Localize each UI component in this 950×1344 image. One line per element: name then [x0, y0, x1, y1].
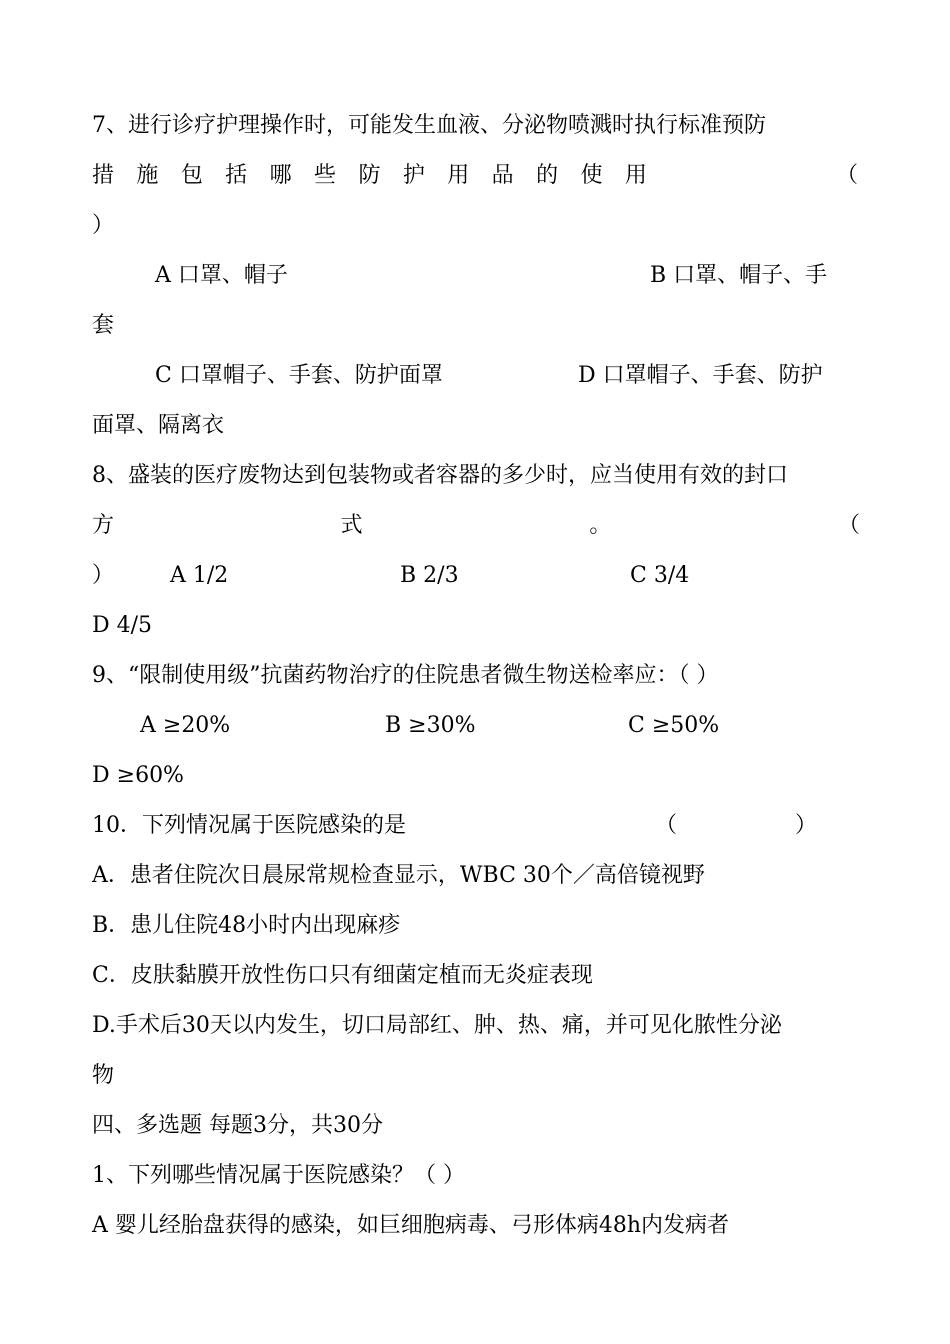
- q8-option-d: D 4/5: [92, 613, 153, 638]
- q10-option-c: C．皮肤黏膜开放性伤口只有细菌定植而无炎症表现: [92, 963, 593, 988]
- q9-option-d: D ≥60%: [92, 763, 184, 788]
- q7-char: 括: [225, 163, 248, 188]
- q7-option-a: A 口罩、帽子: [155, 263, 288, 288]
- q8-stem-line1: 8、盛装的医疗废物达到包装物或者容器的多少时，应当使用有效的封口: [92, 463, 788, 488]
- q7-option-b: B 口罩、帽子、手: [650, 263, 828, 288]
- q7-char: 护: [402, 163, 425, 188]
- section-heading: 四、多选题 每题3分，共30分: [92, 1113, 383, 1138]
- q8-char: 。: [589, 513, 612, 538]
- q10-paren-open: （: [655, 813, 678, 838]
- q7-option-b-cont: 套: [92, 313, 115, 338]
- q10-option-d-cont: 物: [92, 1063, 115, 1088]
- q10-option-a: A．患者住院次日晨尿常规检查显示，WBC 30个／高倍镜视野: [92, 863, 705, 888]
- q8-stem-line2: [92, 515, 860, 537]
- q7-char: 的: [536, 163, 559, 188]
- q9-stem: 9、“限制使用级”抗菌药物治疗的住院患者微生物送检率应：（ ）: [92, 663, 719, 688]
- q10-option-b: B．患儿住院48小时内出现麻疹: [92, 913, 401, 938]
- q7-option-d: D 口罩帽子、手套、防护: [578, 363, 823, 388]
- q7-stem-line1: 7、进行诊疗护理操作时，可能发生血液、分泌物喷溅时执行标准预防: [92, 113, 766, 138]
- q7-char: 哪: [269, 163, 292, 188]
- q7-char: 用: [447, 163, 470, 188]
- q8-char: （: [837, 513, 860, 538]
- q7-char: 用: [624, 163, 647, 188]
- q9-option-a: A ≥20%: [140, 713, 231, 738]
- q7-option-d-cont: 面罩、隔离衣: [92, 413, 225, 438]
- q10-stem: 10．下列情况属于医院感染的是: [92, 813, 406, 838]
- q7-option-c: C 口罩帽子、手套、防护面罩: [155, 363, 443, 388]
- mq1-stem: 1、下列哪些情况属于医院感染？（ ）: [92, 1163, 465, 1188]
- q9-option-c: C ≥50%: [628, 713, 720, 738]
- q7-char: 包: [180, 163, 203, 188]
- q10-option-d: D.手术后30天以内发生，切口局部红、肿、热、痛，并可见化脓性分泌: [92, 1013, 782, 1038]
- q9-option-b: B ≥30%: [385, 713, 476, 738]
- q7-paren-close: ）: [92, 213, 115, 238]
- q7-char: 使: [580, 163, 603, 188]
- q10-paren-close: ）: [795, 813, 818, 838]
- q8-char: 方: [92, 513, 115, 538]
- q8-paren-close: ）: [92, 563, 115, 588]
- q8-char: 式: [340, 513, 363, 538]
- q7-char: 品: [491, 163, 514, 188]
- q8-option-c: C 3/4: [630, 563, 690, 588]
- q7-paren-open: （: [836, 163, 859, 188]
- q7-char: 措: [92, 163, 115, 188]
- mq1-option-a: A 婴儿经胎盘获得的感染，如巨细胞病毒、弓形体病48h内发病者: [92, 1213, 730, 1238]
- q8-option-b: B 2/3: [400, 563, 459, 588]
- q7-char: 施: [136, 163, 159, 188]
- q7-char: 防: [358, 163, 381, 188]
- q8-option-a: A 1/2: [170, 563, 229, 588]
- q7-char: 些: [314, 163, 337, 188]
- q7-stem-line2: [92, 165, 647, 187]
